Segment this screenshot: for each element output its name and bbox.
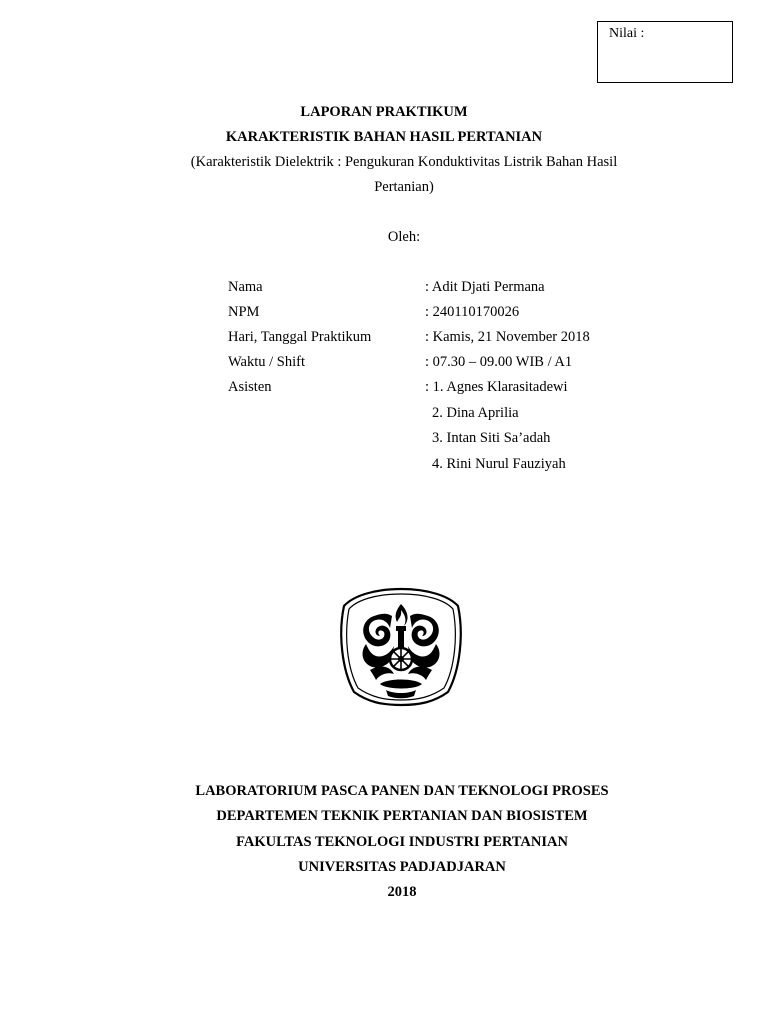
- info-label-npm: NPM: [228, 304, 260, 320]
- by-label: Oleh:: [387, 229, 421, 245]
- info-value-assistant: : 1. Agnes Klarasitadewi: [425, 379, 568, 395]
- info-value-npm: : 240110170026: [425, 304, 520, 320]
- grade-label: Nilai :: [609, 26, 645, 41]
- experiment-subtitle-line2: Pertanian): [374, 179, 434, 195]
- assistant-item: 2. Dina Aprilia: [432, 405, 519, 421]
- info-label-shift: Waktu / Shift: [228, 354, 305, 370]
- report-title: LAPORAN PRAKTIKUM: [300, 104, 468, 120]
- footer-department: DEPARTEMEN TEKNIK PERTANIAN DAN BIOSISTEM: [216, 808, 588, 824]
- footer-year: 2018: [387, 884, 417, 900]
- course-title: KARAKTERISTIK BAHAN HASIL PERTANIAN: [225, 129, 543, 145]
- university-emblem-icon: [336, 586, 466, 708]
- info-label-name: Nama: [228, 279, 263, 295]
- footer-university: UNIVERSITAS PADJADJARAN: [298, 859, 506, 875]
- grade-box: [597, 21, 733, 83]
- footer-faculty: FAKULTAS TEKNOLOGI INDUSTRI PERTANIAN: [236, 834, 568, 850]
- info-value-date: : Kamis, 21 November 2018: [425, 329, 590, 345]
- info-value-shift: : 07.30 – 09.00 WIB / A1: [425, 354, 573, 370]
- assistant-item: 3. Intan Siti Sa’adah: [432, 430, 551, 446]
- experiment-subtitle-line1: (Karakteristik Dielektrik : Pengukuran Konduktivitas Listrik Bahan Hasil: [190, 154, 618, 170]
- assistant-item: 4. Rini Nurul Fauziyah: [432, 456, 566, 472]
- info-label-date: Hari, Tanggal Praktikum: [228, 329, 372, 345]
- footer-laboratory: LABORATORIUM PASCA PANEN DAN TEKNOLOGI PROSES: [195, 783, 609, 799]
- info-label-assistant: Asisten: [228, 379, 272, 395]
- info-value-name: : Adit Djati Permana: [425, 279, 545, 295]
